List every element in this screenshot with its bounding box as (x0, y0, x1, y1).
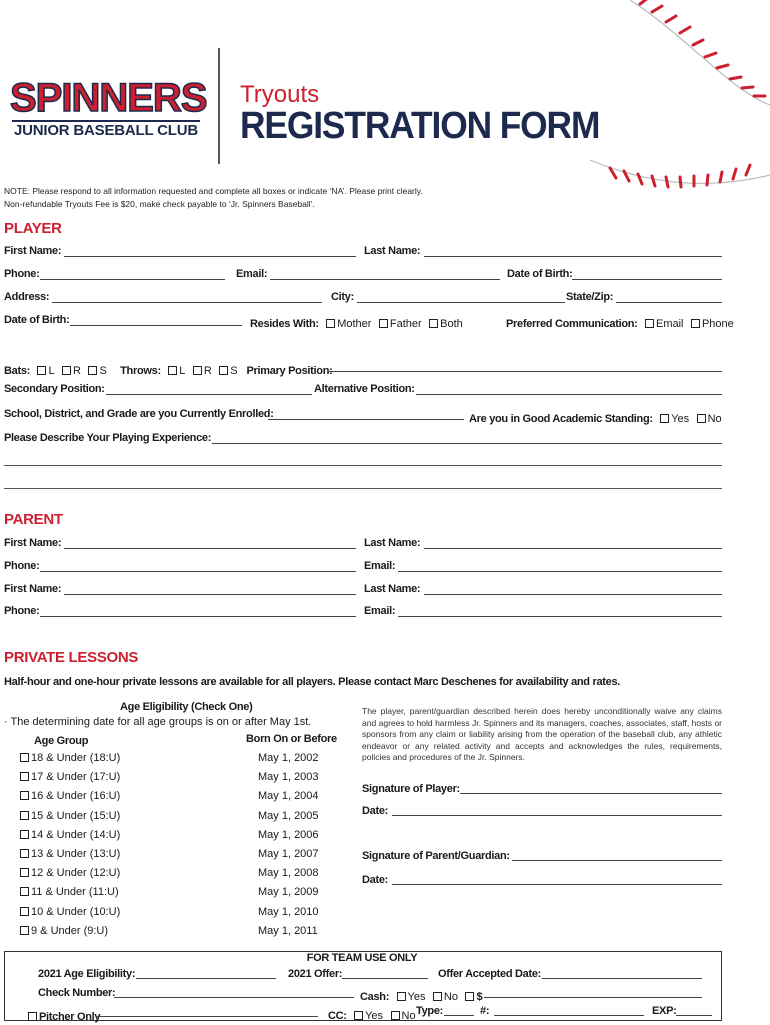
primary-position-field[interactable] (328, 371, 722, 372)
age-group-label: 14 & Under (14:U) (31, 829, 121, 841)
age-group-label: 16 & Under (16:U) (31, 790, 121, 802)
born-on-date: May 1, 2006 (258, 829, 319, 841)
throws-r-label: R (203, 365, 212, 377)
age-group-checkbox[interactable] (20, 811, 29, 820)
player-signature-date-field[interactable] (392, 815, 722, 816)
player-dob2-field[interactable] (70, 325, 242, 326)
bats-r-checkbox[interactable] (62, 366, 71, 375)
bats-l-checkbox[interactable] (37, 366, 46, 375)
lessons-description: Half-hour and one-hour private lessons are available for all players. Please contact Marc Deschenes for availability and rates. (4, 676, 621, 688)
born-on-date: May 1, 2007 (258, 848, 319, 860)
note-line-2: Non-refundable Tryouts Fee is $20, make check payable to ‘Jr. Spinners Baseball’. (4, 199, 315, 209)
parent2-first-name-label: First Name: (4, 583, 62, 595)
throws-s-label: S (230, 365, 238, 377)
player-signature-label: Signature of Player: (362, 783, 460, 795)
parent1-first-name-label: First Name: (4, 537, 62, 549)
age-group-row (20, 887, 119, 898)
pref-email-label: Email (656, 318, 684, 330)
offer-accepted-date-label: Offer Accepted Date: (438, 968, 542, 980)
player-email-field[interactable] (270, 279, 500, 280)
player-address-label: Address: (4, 291, 50, 303)
parent-signature-field[interactable] (512, 860, 722, 861)
offer-2021-label: 2021 Offer: (288, 968, 343, 980)
age-eligibility-2021-field[interactable] (136, 978, 276, 979)
team-use-heading: FOR TEAM USE ONLY (306, 952, 418, 964)
born-on-date: May 1, 2008 (258, 867, 319, 879)
academic-standing-group (469, 409, 722, 427)
age-group-label: 10 & Under (10:U) (31, 906, 121, 918)
offer-accepted-date-field[interactable] (542, 978, 702, 979)
player-city-label: City: (331, 291, 354, 303)
parent-signature-date-field[interactable] (392, 884, 722, 885)
cc-number-field[interactable] (494, 1015, 644, 1016)
parent1-first-name-field[interactable] (64, 548, 356, 549)
pref-email-checkbox[interactable] (645, 319, 654, 328)
preferred-communication-label: Preferred Communication: (506, 318, 638, 330)
parent1-email-label: Email: (364, 560, 396, 572)
cc-group (328, 1006, 416, 1024)
age-group-label: 17 & Under (17:U) (31, 771, 121, 783)
age-group-row (20, 907, 120, 918)
player-signature-date-label: Date: (362, 805, 389, 817)
primary-position-label: Primary Position: (246, 365, 333, 377)
pitcher-only-checkbox[interactable] (28, 1012, 37, 1021)
form-kicker: Tryouts (240, 81, 320, 108)
parent-section-heading: PARENT (4, 511, 63, 528)
alternative-position-label: Alternative Position: (314, 383, 415, 395)
cc-exp-label: EXP: (652, 1005, 677, 1017)
player-address-field[interactable] (52, 302, 322, 303)
age-group-column-header: Age Group (34, 735, 89, 747)
age-group-label: 9 & Under (9:U) (31, 925, 109, 937)
age-group-checkbox[interactable] (20, 830, 29, 839)
parent1-last-name-label: Last Name: (364, 537, 421, 549)
bats-s-checkbox[interactable] (88, 366, 97, 375)
experience-field-line-3[interactable] (4, 488, 722, 489)
parent2-phone-label: Phone: (4, 605, 40, 617)
experience-field-line-1[interactable] (212, 443, 722, 444)
cc-type-label: Type: (416, 1005, 444, 1017)
school-label: School, District, and Grade are you Currently Enrolled: (4, 408, 274, 420)
school-field[interactable] (268, 419, 464, 420)
logo-wordmark: SPINNERS (10, 76, 207, 120)
age-group-checkbox[interactable] (20, 887, 29, 896)
preferred-communication-group (506, 314, 734, 332)
cash-dollar-sign: $ (476, 991, 483, 1003)
born-on-column-header: Born On or Before (246, 733, 337, 745)
parent2-email-field[interactable] (398, 616, 722, 617)
parent2-last-name-field[interactable] (424, 594, 722, 595)
resides-mother-checkbox[interactable] (326, 319, 335, 328)
parent-signature-label: Signature of Parent/Guardian: (362, 850, 510, 862)
secondary-position-label: Secondary Position: (4, 383, 105, 395)
cc-label: CC: (328, 1010, 347, 1022)
player-state-zip-field[interactable] (616, 302, 722, 303)
baseball-seam-graphic (590, 0, 770, 200)
bats-throws-group (4, 361, 332, 379)
pitcher-only-group (28, 1007, 100, 1025)
age-group-label: 12 & Under (12:U) (31, 867, 121, 879)
age-group-row (20, 753, 120, 764)
academic-yes-checkbox[interactable] (660, 414, 669, 423)
age-eligibility-2021-label: 2021 Age Eligibility: (38, 968, 136, 980)
academic-no-checkbox[interactable] (697, 414, 706, 423)
cc-exp-field[interactable] (676, 1015, 712, 1016)
born-on-date: May 1, 2002 (258, 752, 319, 764)
player-phone-field[interactable] (40, 279, 225, 280)
cash-group (360, 987, 482, 1005)
cash-amount-field[interactable] (484, 997, 702, 998)
parent1-phone-label: Phone: (4, 560, 40, 572)
note-line-1: NOTE: Please respond to all information requested and complete all boxes or indicate ‘NA’. Please print clearly. (4, 186, 423, 196)
age-group-row (20, 868, 120, 879)
cash-yes-label: Yes (407, 991, 426, 1003)
player-dob-field[interactable] (572, 279, 722, 280)
throws-l-checkbox[interactable] (168, 366, 177, 375)
eligibility-note: · The determining date for all age groups is on or after May 1st. (4, 716, 312, 728)
cc-no-checkbox[interactable] (391, 1011, 400, 1020)
cc-no-label: No (401, 1010, 416, 1022)
experience-label: Please Describe Your Playing Experience: (4, 432, 212, 444)
parent2-first-name-field[interactable] (64, 594, 356, 595)
throws-s-checkbox[interactable] (219, 366, 228, 375)
player-signature-field[interactable] (460, 793, 722, 794)
lessons-section-heading: PRIVATE LESSONS (4, 649, 139, 666)
cc-type-field[interactable] (444, 1015, 474, 1016)
resides-father-label: Father (389, 318, 422, 330)
born-on-date: May 1, 2009 (258, 886, 319, 898)
player-last-name-label: Last Name: (364, 245, 421, 257)
age-group-row (20, 926, 108, 937)
age-group-label: 18 & Under (18:U) (31, 752, 121, 764)
academic-no-label: No (707, 413, 722, 425)
player-state-zip-label: State/Zip: (566, 291, 614, 303)
form-title: REGISTRATION FORM (240, 105, 600, 147)
experience-field-line-2[interactable] (4, 465, 722, 466)
logo-subtitle: JUNIOR BASEBALL CLUB (13, 122, 199, 139)
academic-standing-label: Are you in Good Academic Standing: (469, 413, 653, 425)
resides-both-label: Both (440, 318, 463, 330)
age-group-row (20, 830, 120, 841)
age-group-row (20, 772, 120, 783)
age-group-checkbox[interactable] (20, 907, 29, 916)
throws-l-label: L (179, 365, 186, 377)
offer-2021-field[interactable] (342, 978, 428, 979)
check-number-field[interactable] (114, 997, 354, 998)
born-on-date: May 1, 2003 (258, 771, 319, 783)
throws-r-checkbox[interactable] (193, 366, 202, 375)
header-divider (218, 48, 220, 164)
parent1-phone-field[interactable] (40, 571, 356, 572)
cc-yes-checkbox[interactable] (354, 1011, 363, 1020)
bats-label: Bats: (4, 365, 31, 377)
bats-s-label: S (99, 365, 107, 377)
parent2-last-name-label: Last Name: (364, 583, 421, 595)
resides-father-checkbox[interactable] (379, 319, 388, 328)
throws-label: Throws: (120, 365, 161, 377)
parent-signature-date-label: Date: (362, 874, 389, 886)
player-first-name-field[interactable] (64, 256, 356, 257)
age-group-checkbox[interactable] (20, 791, 29, 800)
waiver-text: The player, parent/guardian described herein does hereby unconditionally waive any claims and agrees to hold harmless Jr. Spinners and its managers, coaches, associates, staff, hosts or sponsors from any claim or liability arising from the operation of the baseball club, any athletic endeavor or any related activity and accepts and acknowledges the rules, requirements, policies and procedures of the Jr. Spinners. (362, 706, 722, 762)
cash-yes-checkbox[interactable] (397, 992, 406, 1001)
player-section-heading: PLAYER (4, 220, 62, 237)
age-group-row (20, 849, 120, 860)
born-on-date: May 1, 2011 (258, 925, 318, 937)
resides-mother-label: Mother (337, 318, 372, 330)
cc-number-label: #: (480, 1005, 490, 1017)
age-group-checkbox[interactable] (20, 772, 29, 781)
player-dob2-label: Date of Birth: (4, 314, 70, 326)
resides-with-group (250, 314, 463, 332)
pitcher-only-label: Pitcher Only (39, 1011, 101, 1023)
born-on-date: May 1, 2005 (258, 810, 319, 822)
born-on-date: May 1, 2010 (258, 906, 319, 918)
pref-phone-label: Phone (701, 318, 734, 330)
player-last-name-field[interactable] (424, 256, 722, 257)
alternative-position-field[interactable] (416, 394, 722, 395)
player-first-name-label: First Name: (4, 245, 62, 257)
age-group-checkbox[interactable] (20, 849, 29, 858)
cash-label: Cash: (360, 991, 390, 1003)
bats-r-label: R (73, 365, 81, 377)
cc-yes-label: Yes (365, 1010, 384, 1022)
age-group-label: 13 & Under (13:U) (31, 848, 121, 860)
player-city-field[interactable] (357, 302, 565, 303)
pitcher-only-field[interactable] (96, 1016, 318, 1017)
player-email-label: Email: (236, 268, 268, 280)
cash-no-checkbox[interactable] (433, 992, 442, 1001)
secondary-position-field[interactable] (106, 394, 312, 395)
player-phone-label: Phone: (4, 268, 40, 280)
cash-no-label: No (443, 991, 458, 1003)
parent2-phone-field[interactable] (40, 616, 356, 617)
age-group-checkbox[interactable] (20, 868, 29, 877)
parent1-last-name-field[interactable] (424, 548, 722, 549)
bats-l-label: L (48, 365, 55, 377)
resides-with-label: Resides With: (250, 318, 319, 330)
eligibility-heading: Age Eligibility (Check One) (120, 701, 253, 713)
age-group-checkbox[interactable] (20, 926, 29, 935)
pref-phone-checkbox[interactable] (691, 319, 700, 328)
check-number-label: Check Number: (38, 987, 116, 999)
resides-both-checkbox[interactable] (429, 319, 438, 328)
age-group-checkbox[interactable] (20, 753, 29, 762)
age-group-label: 15 & Under (15:U) (31, 810, 121, 822)
parent2-email-label: Email: (364, 605, 396, 617)
age-group-label: 11 & Under (11:U) (31, 886, 119, 898)
parent1-email-field[interactable] (398, 571, 722, 572)
academic-yes-label: Yes (671, 413, 690, 425)
age-group-row (20, 791, 120, 802)
cash-amount-checkbox[interactable] (465, 992, 474, 1001)
player-dob-label: Date of Birth: (507, 268, 573, 280)
born-on-date: May 1, 2004 (258, 790, 319, 802)
age-group-row (20, 811, 120, 822)
eligibility-note-text: The determining date for all age groups is on or after May 1st. (10, 716, 312, 728)
